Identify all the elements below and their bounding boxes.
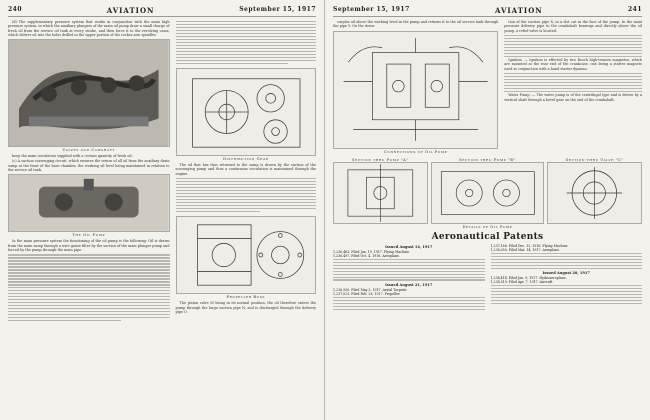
right-upper-lines [504, 34, 642, 58]
caption-oil-pump-connections: Connections of Oil Pump [384, 149, 448, 154]
right-body-1: tion of the suction pipe X, in a slot cut in the face of the pump. In the main pressure delivery pipe to the crankshaft bearings and directly above the oil pump, a relief valve is located. [504, 20, 642, 33]
patents-section-3: Issued August 28, 1917 [542, 270, 590, 275]
left-body-4: The oil that has thus returned to the sump is drawn by the suction of the scavenging pump and thus a continuous circulation is maintained through the engine. [175, 163, 316, 176]
section-valve-c [547, 162, 642, 224]
patent-entry: 1,236,463. Filed Jan. 19, 1917. Flying Machine. [333, 249, 411, 254]
propeller-boss-icon [177, 217, 315, 293]
left-page-number: 240 [8, 6, 23, 13]
left-body-5: The piston valve M being in its normal position, the oil therefore enters the pump through the large suction pipe N, and is discharged through the delivery pipe O. [175, 301, 316, 314]
left-top-text: (d) The supplementary pressure system that works in conjunction with the main high pressure system, in which the auxiliary plungers of the main oil pump draw a small charge of fresh oil from the service oil tank at every stroke, and then force it to the revolving cams, which deliver oil into the holes drilled in the upper portion of the rocker arm spindles. [8, 20, 170, 37]
propeller-boss-drawing [176, 216, 316, 294]
patents-lines-4 [491, 284, 643, 305]
left-magazine-title: AVIATION [106, 6, 155, 15]
patent-entry: 1,237,021. Filed Feb. 28, 1917. Propeller. [333, 291, 401, 296]
caption-oil-pump-details: Details of Oil Pump [462, 224, 513, 229]
section-c-icon [548, 163, 641, 223]
label-section-b: Section thru Pump "B" [459, 157, 516, 162]
caption-propeller: Propeller Boss [226, 295, 265, 300]
engine-photo-valves [8, 39, 170, 147]
right-page [325, 0, 650, 420]
connections-diagram-icon [334, 32, 497, 148]
pump-sections-row [333, 158, 642, 224]
patents-section-1: Issued August 14, 1917 [385, 244, 433, 249]
right-page-number: 241 [627, 6, 642, 13]
left-body-3: In the main pressure system the functioning of the oil pump is the following: Oil is drawn from the main sump through a wire gauze filter by the suction of the main plunger pump and forced by the pump through the main pipe. [8, 239, 170, 252]
patents-lines-3 [491, 252, 643, 270]
patent-entry: 1,238,519. Filed Apr. 7, 1917. Aircraft. [490, 279, 554, 284]
patents-section-2: Issued August 21, 1917 [385, 282, 433, 287]
patent-entry: 1,238,414. Filed Jan. 9, 1917. Hydroaeroplane. [490, 275, 567, 280]
patents-lines-1 [333, 258, 485, 282]
right-mid-lines [504, 72, 642, 93]
label-section-a: Section thru Pump "A" [352, 157, 409, 162]
caption-oil-pump: The Oil Pump [72, 233, 106, 238]
oil-pump-photo [8, 174, 170, 232]
patents-lines-2 [333, 296, 485, 311]
label-section-c: Section thru Valve "C" [565, 157, 624, 162]
right-body-3: Water Pump. — The water pump is of the centrifugal type and is driven by a vertical shaft through a bevel gear on the end of the crankshaft. [504, 93, 642, 102]
gear-diagram-icon [177, 69, 315, 155]
right-top-text: surplus oil above the working level in the pump and returns it to the oil service tank through the pipe Y. On the down- [333, 20, 499, 29]
right-body-2: Ignition. — Ignition is effected by two Bosch high-tension magnetos, which are mounted at the rear end of the crankcase, one being a starter magneto used in conjunction with a hand starter dynamo. [504, 58, 642, 71]
left-text-lines [8, 253, 170, 322]
right-magazine-title: AVIATION [495, 6, 543, 15]
oil-pump-photo-icon [9, 175, 169, 231]
section-a-icon [334, 163, 427, 223]
distribution-gear-diagram [176, 68, 316, 156]
caption-distribution: Distribution Gear [223, 157, 269, 162]
left-body-1: keep the main circulation supplied with a certain quantity of fresh oil. (c) A suction scavenging circuit, which ensures the return of all oil from the auxiliary drain sump at the front of the base chamber, the working oil level being maintained in relation to the service oil tank. [8, 154, 170, 173]
patents-list [333, 244, 642, 312]
left-date: September 15, 1917 [239, 6, 316, 13]
right-date: September 15, 1917 [333, 6, 410, 13]
right-col-text-lines [176, 20, 316, 65]
right-running-head [333, 6, 642, 17]
oil-pump-connections-diagram [333, 31, 498, 149]
patent-entry: 1,237,166. Filed Dec. 12, 1916. Flying Machine. [490, 243, 569, 248]
patent-entry: 1,238,050. Filed Mar. 14, 1917. Aeroplane. [490, 247, 561, 252]
section-pump-b [431, 162, 545, 224]
patent-entry: 1,236,497. Filed Oct. 4, 1916. Aeroplane. [333, 253, 400, 258]
left-running-head [8, 6, 316, 17]
patent-entry: 1,236,550. Filed May 3, 1917. Aerial Torpedo. [333, 287, 408, 292]
mid-text-lines [176, 177, 316, 213]
section-b-icon [432, 163, 544, 223]
patents-heading: Aeronautical Patents [431, 231, 544, 242]
caption-valves: Valves and Camshaft [62, 148, 116, 153]
engine-photo-icon [9, 40, 169, 146]
section-pump-a [333, 162, 428, 224]
